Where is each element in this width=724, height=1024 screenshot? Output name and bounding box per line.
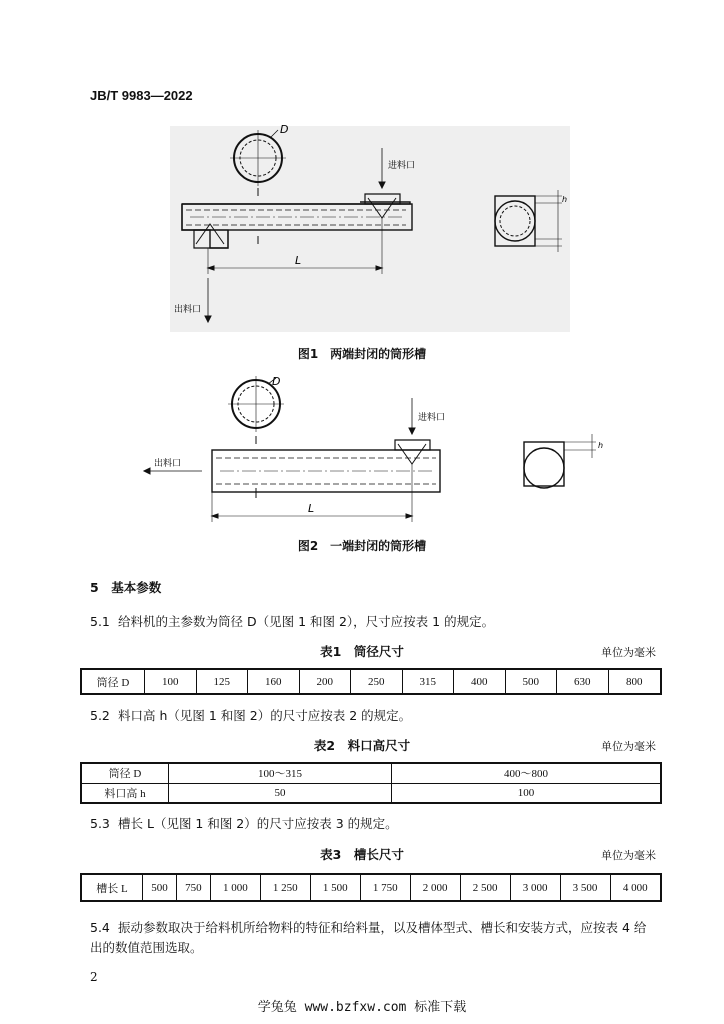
paragraph-text: 给料机的主参数为筒径 D（见图 1 和图 2），尺寸应按表 1 的规定。 xyxy=(118,614,495,629)
paragraph-5-2 xyxy=(90,706,411,726)
table-1 xyxy=(80,668,662,695)
figure-1-label-l: L xyxy=(295,254,302,267)
table-cell: 250 xyxy=(351,669,403,694)
paragraph-text: 料口高 h（见图 1 和图 2）的尺寸应按表 2 的规定。 xyxy=(118,708,412,723)
table-cell: 160 xyxy=(248,669,300,694)
figure-2-label-d: D xyxy=(272,375,281,388)
paragraph-number: 5.3 xyxy=(90,816,110,831)
paragraph-5-3 xyxy=(90,814,398,834)
table-header-cell: 槽长 L xyxy=(81,874,143,901)
table-cell: 3 500 xyxy=(560,874,610,901)
table-cell: 400 xyxy=(454,669,506,694)
table-cell: 1 250 xyxy=(260,874,310,901)
paragraph-number: 5.4 xyxy=(90,920,110,935)
figure-2-outlet-label: 出料口 xyxy=(154,459,182,469)
table-cell: 100 xyxy=(145,669,197,694)
figure-1-inlet-label: 进料口 xyxy=(388,161,416,171)
table-cell: 500 xyxy=(143,874,177,901)
table-cell: 3 000 xyxy=(510,874,560,901)
table-cell: 1 750 xyxy=(360,874,410,901)
paragraph-line: 出的数值范围选取。 xyxy=(90,940,203,955)
table-row xyxy=(81,763,661,783)
table-3 xyxy=(80,873,662,902)
figure-1-label-d: D xyxy=(280,123,289,136)
table-header-cell: 筒径 D xyxy=(81,763,169,783)
figure-1-caption: 图1 两端封闭的筒形槽 xyxy=(297,347,427,361)
figure-1-background xyxy=(170,126,570,332)
figure-2-caption: 图2 一端封闭的筒形槽 xyxy=(297,539,427,553)
table-cell: 630 xyxy=(557,669,609,694)
table-cell: 200 xyxy=(299,669,351,694)
paragraph-text: 振动参数取决于给料机所给物料的特征和给料量，以及槽体型式、槽长和安装方式，应按表 4 给 xyxy=(118,920,647,935)
section-5-title: 5 基本参数 xyxy=(90,580,162,595)
table-cell: 2 500 xyxy=(460,874,510,901)
table-cell: 1 000 xyxy=(210,874,260,901)
figure-2-inlet-label: 进料口 xyxy=(418,413,446,423)
table-cell: 400～800 xyxy=(392,763,662,783)
figure-1-outlet-label: 出料口 xyxy=(174,305,202,315)
table-1-unit: 单位为毫米 xyxy=(601,646,656,659)
table-row xyxy=(81,669,661,694)
table-cell: 500 xyxy=(505,669,557,694)
paragraph-line xyxy=(90,918,662,938)
figure-2-drawing xyxy=(140,374,620,526)
paragraph-text: 槽长 L（见图 1 和图 2）的尺寸应按表 3 的规定。 xyxy=(118,816,398,831)
table-2-title: 表2 料口高尺寸 xyxy=(313,738,411,753)
watermark-footer: 学兔兔 www.bzfxw.com 标准下载 xyxy=(257,1000,467,1015)
figure-2-label-l: L xyxy=(308,502,315,515)
paragraph-5-1 xyxy=(90,612,494,632)
table-cell: 2 000 xyxy=(410,874,460,901)
paragraph-5-4 xyxy=(90,918,662,958)
paragraph-number: 5.2 xyxy=(90,708,110,723)
table-cell: 1 500 xyxy=(310,874,360,901)
figure-2-end-view xyxy=(524,434,596,488)
table-cell: 50 xyxy=(169,783,392,803)
table-3-title: 表3 槽长尺寸 xyxy=(320,847,404,862)
table-header-cell: 料口高 h xyxy=(81,783,169,803)
table-3-unit: 单位为毫米 xyxy=(601,849,656,862)
figure-1-drawing xyxy=(170,118,570,332)
table-cell: 4 000 xyxy=(610,874,661,901)
table-1-title: 表1 筒径尺寸 xyxy=(320,644,404,659)
table-header-cell: 筒径 D xyxy=(81,669,145,694)
table-cell: 750 xyxy=(176,874,210,901)
figure-2-tube xyxy=(144,398,440,522)
page-number: 2 xyxy=(90,970,98,984)
figure-1-label-h: h xyxy=(562,195,568,204)
standard-code: JB/T 9983—2022 xyxy=(90,88,193,103)
table-cell: 100 xyxy=(392,783,662,803)
table-2-unit: 单位为毫米 xyxy=(601,740,656,753)
table-cell: 315 xyxy=(402,669,454,694)
table-cell: 800 xyxy=(608,669,661,694)
table-row xyxy=(81,874,661,901)
table-cell: 125 xyxy=(196,669,248,694)
paragraph-number: 5.1 xyxy=(90,614,110,629)
table-cell: 100～315 xyxy=(169,763,392,783)
table-row xyxy=(81,783,661,803)
figure-2-label-h: h xyxy=(598,441,604,450)
table-2 xyxy=(80,762,662,804)
